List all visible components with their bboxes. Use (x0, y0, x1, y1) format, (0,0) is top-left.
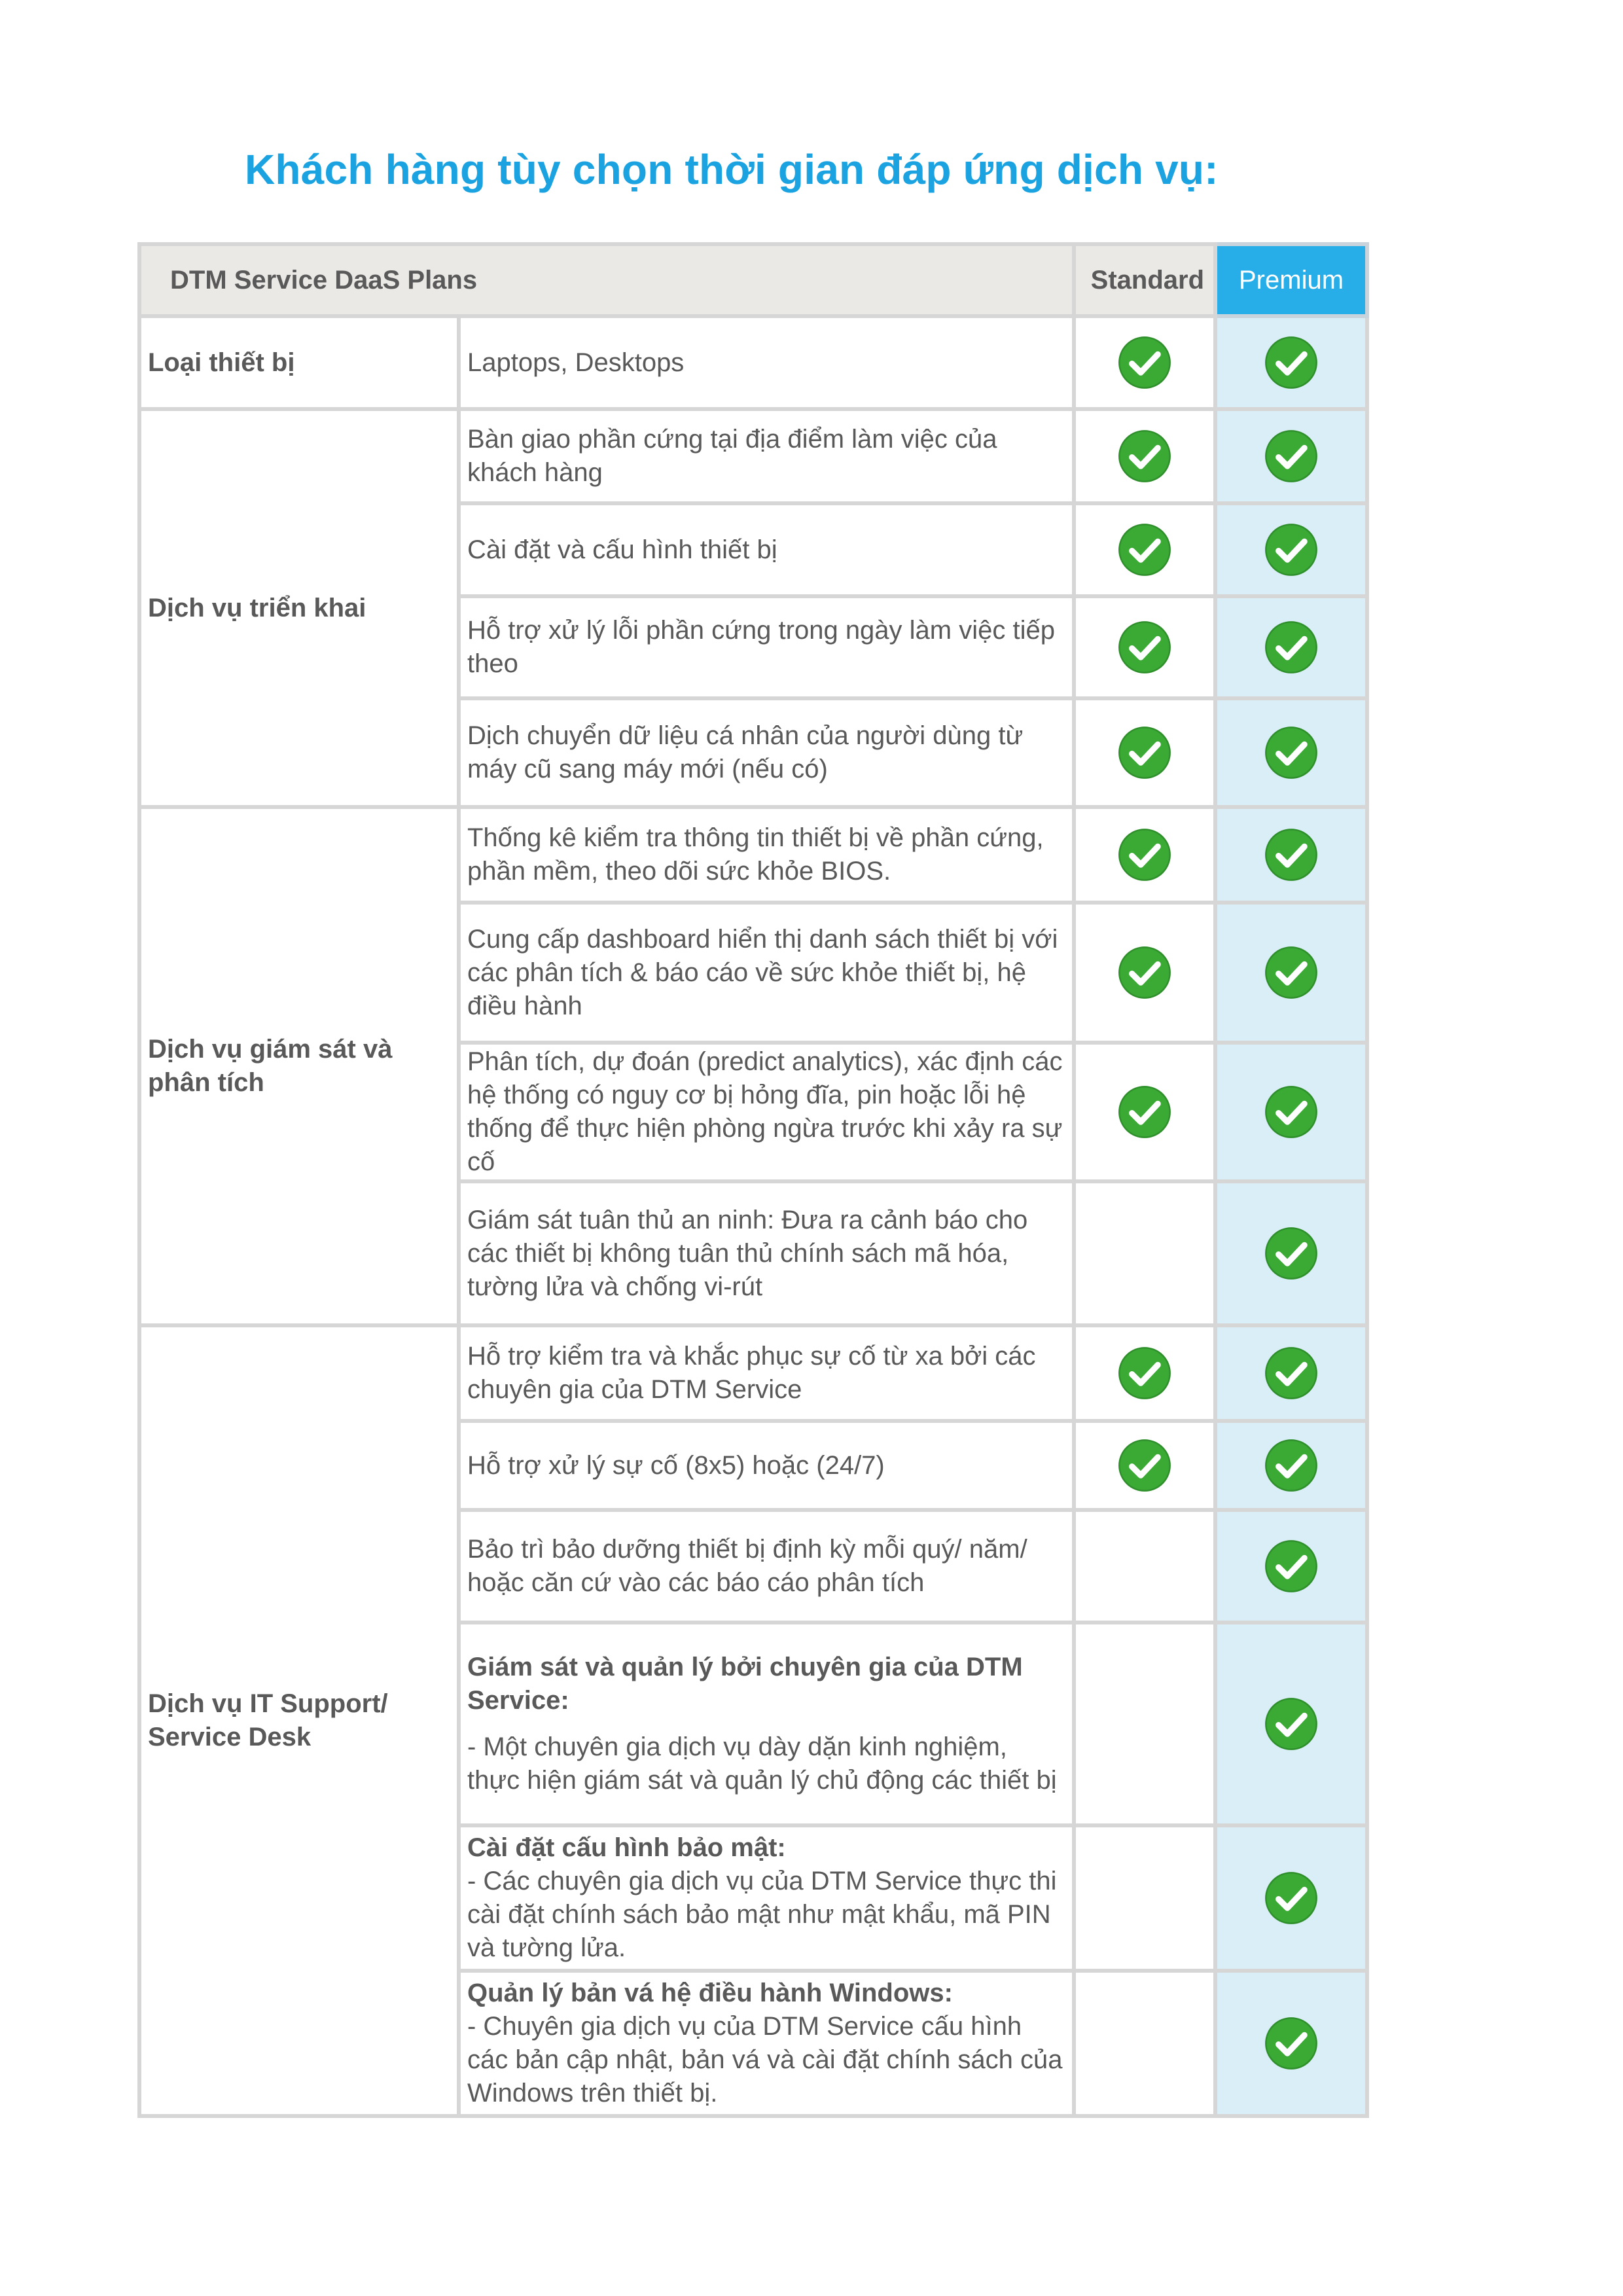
check-icon (1264, 2016, 1319, 2071)
premium-cell (1215, 503, 1367, 596)
premium-cell (1215, 1421, 1367, 1510)
check-icon (1117, 1346, 1172, 1401)
header-plans: DTM Service DaaS Plans (139, 244, 1074, 316)
check-icon (1117, 1438, 1172, 1493)
feature-description: Hỗ trợ xử lý sự cố (8x5) hoặc (24/7) (459, 1421, 1074, 1510)
feature-description: Hỗ trợ kiểm tra và khắc phục sự cố từ xa bởi các chuyên gia của DTM Service (459, 1325, 1074, 1421)
check-icon (1117, 429, 1172, 484)
premium-cell (1215, 409, 1367, 503)
standard-cell (1074, 1181, 1215, 1325)
feature-description: Bàn giao phần cứng tại địa điểm làm việc của khách hàng (459, 409, 1074, 503)
standard-cell (1074, 596, 1215, 698)
header-standard: Standard (1074, 244, 1215, 316)
check-icon (1264, 335, 1319, 390)
check-icon (1117, 620, 1172, 675)
premium-cell (1215, 698, 1367, 807)
check-icon (1264, 1085, 1319, 1139)
feature-detail: - Một chuyên gia dịch vụ dày dặn kinh nghiệm, thực hiện giám sát và quản lý chủ động các thiết bị (467, 1732, 1057, 1795)
feature-detail: - Chuyên gia dịch vụ của DTM Service cấu hình các bản cập nhật, bản vá và cài đặt chính sách của Windows trên thiết bị. (467, 2012, 1063, 2108)
check-icon (1117, 522, 1172, 577)
check-icon (1117, 335, 1172, 390)
check-icon (1117, 1085, 1172, 1139)
premium-cell (1215, 1325, 1367, 1421)
feature-description (459, 1825, 1074, 1971)
feature-heading: Cài đặt cấu hình bảo mật: (467, 1833, 786, 1862)
table-header-row (139, 244, 1367, 316)
check-icon (1264, 1539, 1319, 1594)
premium-cell (1215, 1043, 1367, 1181)
check-icon (1264, 1696, 1319, 1751)
check-icon (1264, 1226, 1319, 1281)
plans-comparison-table (137, 242, 1369, 2118)
group-label-monitoring: Dịch vụ giám sát và phân tích (139, 807, 459, 1325)
feature-description: Thống kê kiểm tra thông tin thiết bị về phần cứng, phần mềm, theo dõi sức khỏe BIOS. (459, 807, 1074, 903)
check-icon (1264, 945, 1319, 1000)
standard-cell (1074, 503, 1215, 596)
header-premium: Premium (1215, 244, 1367, 316)
standard-cell (1074, 1510, 1215, 1623)
check-icon (1117, 945, 1172, 1000)
check-icon (1264, 1871, 1319, 1926)
feature-description: Laptops, Desktops (459, 316, 1074, 409)
feature-description: Dịch chuyển dữ liệu cá nhân của người dùng từ máy cũ sang máy mới (nếu có) (459, 698, 1074, 807)
check-icon (1264, 429, 1319, 484)
standard-cell (1074, 807, 1215, 903)
feature-description (459, 1623, 1074, 1825)
group-label-device-type: Loại thiết bị (139, 316, 459, 409)
premium-cell (1215, 1825, 1367, 1971)
standard-cell (1074, 1421, 1215, 1510)
table-row (139, 316, 1367, 409)
group-label-it-support: Dịch vụ IT Support/ Service Desk (139, 1325, 459, 2116)
group-label-deployment: Dịch vụ triển khai (139, 409, 459, 807)
standard-cell (1074, 1623, 1215, 1825)
feature-description: Bảo trì bảo dưỡng thiết bị định kỳ mỗi quý/ năm/ hoặc căn cứ vào các báo cáo phân tích (459, 1510, 1074, 1623)
feature-description: Cung cấp dashboard hiển thị danh sách thiết bị với các phân tích & báo cáo về sức khỏe thiết bị, hệ điều hành (459, 903, 1074, 1043)
feature-description (459, 1971, 1074, 2116)
table-row (139, 807, 1367, 903)
standard-cell (1074, 1825, 1215, 1971)
premium-cell (1215, 1971, 1367, 2116)
standard-cell (1074, 409, 1215, 503)
standard-cell (1074, 698, 1215, 807)
feature-detail: - Các chuyên gia dịch vụ của DTM Service thực thi cài đặt chính sách bảo mật như mật khẩu, mã PIN và tường lửa. (467, 1867, 1057, 1962)
feature-description: Hỗ trợ xử lý lỗi phần cứng trong ngày làm việc tiếp theo (459, 596, 1074, 698)
premium-cell (1215, 1181, 1367, 1325)
feature-description: Cài đặt và cấu hình thiết bị (459, 503, 1074, 596)
table-row (139, 409, 1367, 503)
feature-description: Phân tích, dự đoán (predict analytics), xác định các hệ thống có nguy cơ bị hỏng đĩa, pin hoặc lỗi hệ thống để thực hiện phòng ngừa trước khi xảy ra sự cố (459, 1043, 1074, 1181)
premium-cell (1215, 1623, 1367, 1825)
check-icon (1264, 1438, 1319, 1493)
standard-cell (1074, 1325, 1215, 1421)
check-icon (1264, 522, 1319, 577)
premium-cell (1215, 596, 1367, 698)
premium-cell (1215, 807, 1367, 903)
feature-heading: Quản lý bản vá hệ điều hành Windows: (467, 1979, 953, 2007)
check-icon (1117, 725, 1172, 780)
page-title: Khách hàng tùy chọn thời gian đáp ứng dịch vụ: (245, 146, 1219, 193)
feature-heading: Giám sát và quản lý bởi chuyên gia của DTM Service: (467, 1653, 1023, 1715)
check-icon (1264, 1346, 1319, 1401)
premium-cell (1215, 316, 1367, 409)
standard-cell (1074, 316, 1215, 409)
standard-cell (1074, 1971, 1215, 2116)
check-icon (1117, 827, 1172, 882)
standard-cell (1074, 1043, 1215, 1181)
standard-cell (1074, 903, 1215, 1043)
premium-cell (1215, 903, 1367, 1043)
feature-description: Giám sát tuân thủ an ninh: Đưa ra cảnh báo cho các thiết bị không tuân thủ chính sách mã hóa, tường lửa và chống vi-rút (459, 1181, 1074, 1325)
check-icon (1264, 827, 1319, 882)
check-icon (1264, 725, 1319, 780)
check-icon (1264, 620, 1319, 675)
premium-cell (1215, 1510, 1367, 1623)
table-row (139, 1325, 1367, 1421)
